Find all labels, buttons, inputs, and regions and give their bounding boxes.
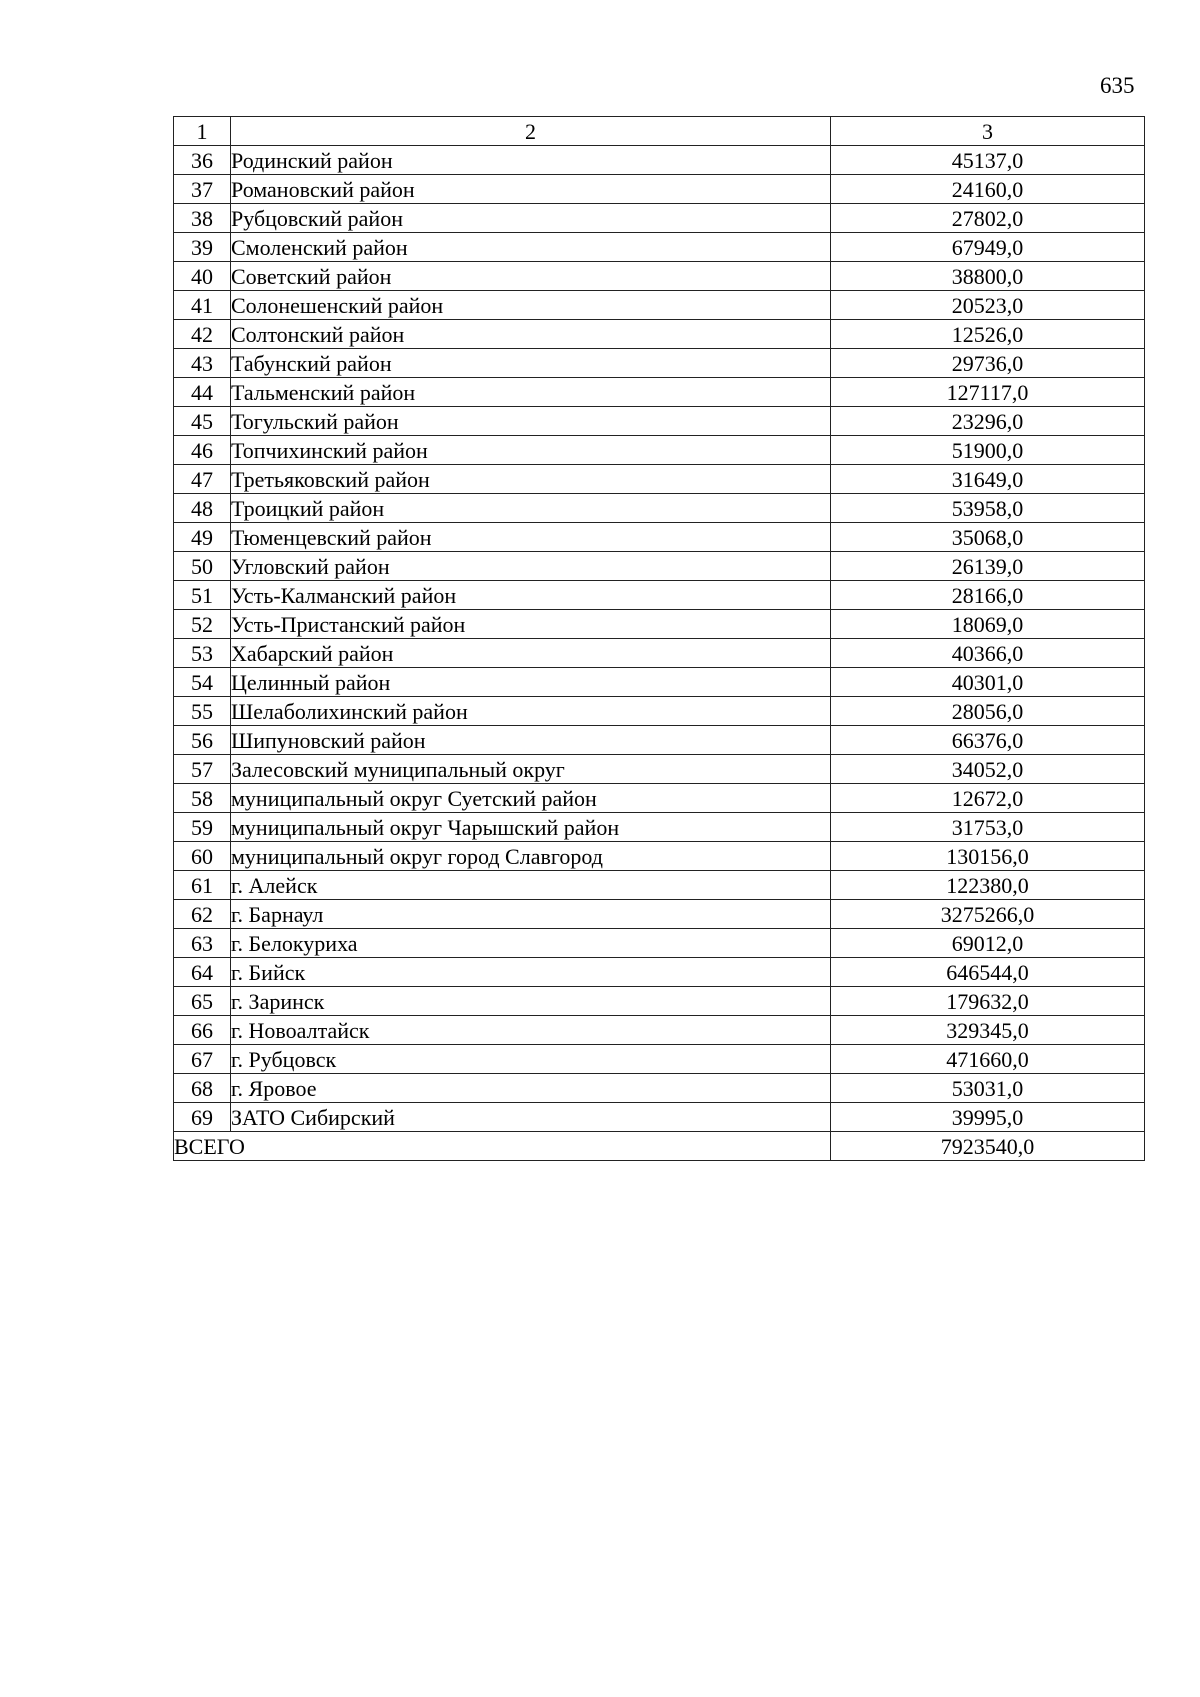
row-value-cell: 38800,0: [831, 262, 1145, 291]
row-name-cell: г. Заринск: [231, 987, 831, 1016]
table-row: [174, 987, 1145, 1016]
row-name-cell: г. Новоалтайск: [231, 1016, 831, 1045]
row-value-cell: 66376,0: [831, 726, 1145, 755]
table-row: [174, 407, 1145, 436]
row-value-cell: 20523,0: [831, 291, 1145, 320]
row-name-cell: Солтонский район: [231, 320, 831, 349]
row-number-cell: 54: [174, 668, 231, 697]
row-name-cell: Троицкий район: [231, 494, 831, 523]
row-number-cell: 63: [174, 929, 231, 958]
table-row: [174, 436, 1145, 465]
row-value-cell: 39995,0: [831, 1103, 1145, 1132]
table-row: [174, 262, 1145, 291]
total-value-cell: 7923540,0: [831, 1132, 1145, 1161]
row-name-cell: муниципальный округ Чарышский район: [231, 813, 831, 842]
row-name-cell: Смоленский район: [231, 233, 831, 262]
table-body: [174, 117, 1145, 1161]
table-row: [174, 494, 1145, 523]
row-name-cell: Целинный район: [231, 668, 831, 697]
row-name-cell: г. Яровое: [231, 1074, 831, 1103]
row-number-cell: 46: [174, 436, 231, 465]
row-value-cell: 31753,0: [831, 813, 1145, 842]
row-name-cell: г. Бийск: [231, 958, 831, 987]
table-row: [174, 378, 1145, 407]
table-row: [174, 552, 1145, 581]
page-number: 635: [1100, 73, 1135, 98]
row-value-cell: 35068,0: [831, 523, 1145, 552]
table-row: [174, 349, 1145, 378]
row-value-cell: 24160,0: [831, 175, 1145, 204]
row-name-cell: ЗАТО Сибирский: [231, 1103, 831, 1132]
row-number-cell: 39: [174, 233, 231, 262]
table-row: [174, 465, 1145, 494]
row-name-cell: Тюменцевский район: [231, 523, 831, 552]
row-name-cell: Шипуновский район: [231, 726, 831, 755]
table-row: [174, 784, 1145, 813]
table-row: [174, 755, 1145, 784]
data-table: [173, 116, 1145, 1161]
row-value-cell: 69012,0: [831, 929, 1145, 958]
row-value-cell: 28166,0: [831, 581, 1145, 610]
table-row: [174, 697, 1145, 726]
row-number-cell: 65: [174, 987, 231, 1016]
row-name-cell: муниципальный округ Суетский район: [231, 784, 831, 813]
header-cell-number: 1: [174, 117, 231, 146]
total-row: [174, 1132, 1145, 1161]
row-value-cell: 51900,0: [831, 436, 1145, 465]
row-name-cell: Рубцовский район: [231, 204, 831, 233]
row-value-cell: 27802,0: [831, 204, 1145, 233]
row-number-cell: 53: [174, 639, 231, 668]
header-cell-name: 2: [231, 117, 831, 146]
row-number-cell: 40: [174, 262, 231, 291]
table-row: [174, 900, 1145, 929]
table-row: [174, 175, 1145, 204]
row-name-cell: Табунский район: [231, 349, 831, 378]
row-name-cell: Родинский район: [231, 146, 831, 175]
row-value-cell: 31649,0: [831, 465, 1145, 494]
row-number-cell: 36: [174, 146, 231, 175]
row-number-cell: 61: [174, 871, 231, 900]
row-name-cell: Усть-Пристанский район: [231, 610, 831, 639]
row-number-cell: 49: [174, 523, 231, 552]
row-name-cell: г. Алейск: [231, 871, 831, 900]
row-number-cell: 67: [174, 1045, 231, 1074]
row-value-cell: 12672,0: [831, 784, 1145, 813]
row-name-cell: Солонешенский район: [231, 291, 831, 320]
row-name-cell: Хабарский район: [231, 639, 831, 668]
row-name-cell: Романовский район: [231, 175, 831, 204]
table-row: [174, 929, 1145, 958]
row-name-cell: Советский район: [231, 262, 831, 291]
row-number-cell: 56: [174, 726, 231, 755]
row-value-cell: 127117,0: [831, 378, 1145, 407]
table-row: [174, 842, 1145, 871]
row-name-cell: Усть-Калманский район: [231, 581, 831, 610]
row-number-cell: 43: [174, 349, 231, 378]
row-value-cell: 53958,0: [831, 494, 1145, 523]
row-name-cell: Топчихинский район: [231, 436, 831, 465]
row-value-cell: 29736,0: [831, 349, 1145, 378]
table-row: [174, 813, 1145, 842]
header-cell-value: 3: [831, 117, 1145, 146]
table-row: [174, 668, 1145, 697]
row-number-cell: 42: [174, 320, 231, 349]
row-value-cell: 28056,0: [831, 697, 1145, 726]
row-name-cell: Залесовский муниципальный округ: [231, 755, 831, 784]
row-name-cell: муниципальный округ город Славгород: [231, 842, 831, 871]
table-row: [174, 204, 1145, 233]
row-number-cell: 69: [174, 1103, 231, 1132]
row-number-cell: 60: [174, 842, 231, 871]
row-value-cell: 471660,0: [831, 1045, 1145, 1074]
row-number-cell: 57: [174, 755, 231, 784]
table-row: [174, 320, 1145, 349]
row-value-cell: 179632,0: [831, 987, 1145, 1016]
row-number-cell: 64: [174, 958, 231, 987]
row-name-cell: Тогульский район: [231, 407, 831, 436]
row-number-cell: 62: [174, 900, 231, 929]
row-value-cell: 40366,0: [831, 639, 1145, 668]
row-value-cell: 3275266,0: [831, 900, 1145, 929]
table-row: [174, 1103, 1145, 1132]
table-row: [174, 1016, 1145, 1045]
row-name-cell: г. Рубцовск: [231, 1045, 831, 1074]
table-row: [174, 581, 1145, 610]
table-row: [174, 726, 1145, 755]
row-name-cell: Тальменский район: [231, 378, 831, 407]
table-row: [174, 291, 1145, 320]
row-number-cell: 52: [174, 610, 231, 639]
row-number-cell: 45: [174, 407, 231, 436]
row-value-cell: 130156,0: [831, 842, 1145, 871]
row-name-cell: Угловский район: [231, 552, 831, 581]
row-value-cell: 26139,0: [831, 552, 1145, 581]
row-value-cell: 122380,0: [831, 871, 1145, 900]
row-value-cell: 45137,0: [831, 146, 1145, 175]
row-number-cell: 68: [174, 1074, 231, 1103]
table-row: [174, 639, 1145, 668]
row-number-cell: 38: [174, 204, 231, 233]
table-row: [174, 146, 1145, 175]
table-row: [174, 1074, 1145, 1103]
row-value-cell: 12526,0: [831, 320, 1145, 349]
row-number-cell: 51: [174, 581, 231, 610]
row-number-cell: 47: [174, 465, 231, 494]
table-row: [174, 523, 1145, 552]
row-number-cell: 58: [174, 784, 231, 813]
row-number-cell: 66: [174, 1016, 231, 1045]
row-number-cell: 37: [174, 175, 231, 204]
row-name-cell: г. Белокуриха: [231, 929, 831, 958]
row-number-cell: 44: [174, 378, 231, 407]
row-number-cell: 41: [174, 291, 231, 320]
row-name-cell: Шелаболихинский район: [231, 697, 831, 726]
row-number-cell: 48: [174, 494, 231, 523]
row-name-cell: Третьяковский район: [231, 465, 831, 494]
row-number-cell: 59: [174, 813, 231, 842]
row-value-cell: 646544,0: [831, 958, 1145, 987]
row-value-cell: 53031,0: [831, 1074, 1145, 1103]
table-row: [174, 958, 1145, 987]
row-value-cell: 329345,0: [831, 1016, 1145, 1045]
table-row: [174, 233, 1145, 262]
table-row: [174, 871, 1145, 900]
total-label-cell: ВСЕГО: [174, 1132, 831, 1161]
row-value-cell: 34052,0: [831, 755, 1145, 784]
row-number-cell: 50: [174, 552, 231, 581]
row-value-cell: 18069,0: [831, 610, 1145, 639]
table-row: [174, 1045, 1145, 1074]
row-value-cell: 67949,0: [831, 233, 1145, 262]
row-number-cell: 55: [174, 697, 231, 726]
row-value-cell: 23296,0: [831, 407, 1145, 436]
row-value-cell: 40301,0: [831, 668, 1145, 697]
table-row: [174, 610, 1145, 639]
table-header-row: [174, 117, 1145, 146]
row-name-cell: г. Барнаул: [231, 900, 831, 929]
